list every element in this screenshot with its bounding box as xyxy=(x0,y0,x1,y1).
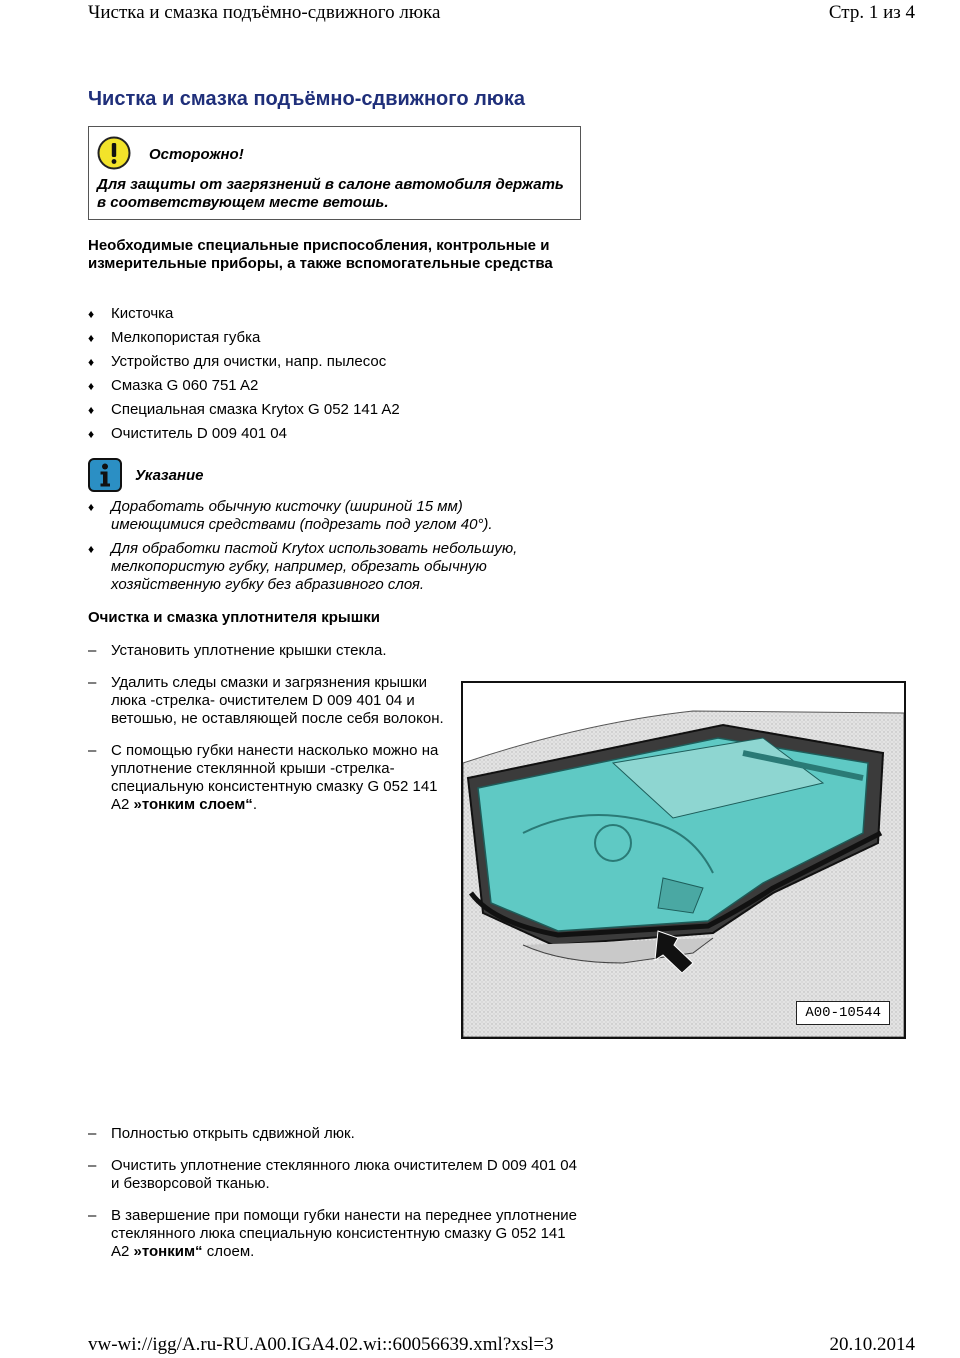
list-item: ♦ Специальная смазка Krytox G 052 141 A2 xyxy=(88,401,400,418)
list-item: – Очистить уплотнение стеклянного люка очистителем D 009 401 04 и безворсовой тканью. xyxy=(88,1157,577,1192)
document-title: Чистка и смазка подъёмно-сдвижного люка xyxy=(88,88,526,110)
caution-text: Для защиты от загрязнений в салоне автомобиля держать в соответствующем месте ветошь. xyxy=(97,176,564,211)
section-heading: Очистка и смазка уплотнителя крышки xyxy=(88,609,380,626)
bullet-icon: ♦ xyxy=(88,542,95,556)
dash-icon: – xyxy=(88,742,97,759)
list-item: ♦ Мелкопористая губка xyxy=(88,329,261,346)
page-footer-date: 20.10.2014 xyxy=(829,1334,915,1355)
bullet-icon: ♦ xyxy=(88,355,95,369)
list-item: ♦ Доработать обычную кисточку (шириной 15 мм) имеющимися средствами (подрезать под углом 40°). xyxy=(88,498,493,533)
info-icon xyxy=(88,458,122,492)
dash-icon: – xyxy=(88,1125,97,1142)
list-item: ♦ Смазка G 060 751 A2 xyxy=(88,377,259,394)
list-item: – Удалить следы смазки и загрязнения крышки люка -стрелка- очистителем D 009 401 04 и ветошью, не оставляющей после себя волокон. xyxy=(88,674,444,727)
page-footer-url: vw-wi://igg/A.ru-RU.A00.IGA4.02.wi::60056639.xml?xsl=3 xyxy=(88,1334,554,1355)
caution-title: Осторожно! xyxy=(149,146,244,163)
note-list xyxy=(88,498,558,600)
list-item: – Полностью открыть сдвижной люк. xyxy=(88,1125,355,1142)
list-item: – Установить уплотнение крышки стекла. xyxy=(88,642,387,659)
dash-icon: – xyxy=(88,642,97,659)
tools-list xyxy=(88,305,558,449)
list-item: – С помощью губки нанести насколько можно на уплотнение стеклянной крыши -стрелка- специальную консистентную смазку G 052 141 A2 »тонким слоем“. xyxy=(88,742,439,813)
sunroof-illustration xyxy=(461,681,906,1039)
bullet-icon: ♦ xyxy=(88,379,95,393)
page-header-title: Чистка и смазка подъёмно-сдвижного люка xyxy=(88,2,441,23)
tools-heading: Необходимые специальные приспособления, контрольные и измерительные приборы, а также вспомогательные средства xyxy=(88,237,553,272)
note-title: Указание xyxy=(135,467,204,484)
caution-box xyxy=(88,126,581,220)
page-number: Стр. 1 из 4 xyxy=(828,2,915,23)
bullet-icon: ♦ xyxy=(88,427,95,441)
list-item: ♦ Для обработки пастой Krytox использовать небольшую, мелкопористую губку, например, обрезать обычную хозяйственную губку без абразивного слоя. xyxy=(88,540,518,593)
dash-icon: – xyxy=(88,674,97,691)
list-item: – В завершение при помощи губки нанести на переднее уплотнение стеклянного люка специальную консистентную смазку G 052 141 A2 »тонким“ слоем. xyxy=(88,1207,578,1260)
figure-label: A00-10544 xyxy=(796,1001,890,1025)
sunroof-drawing xyxy=(463,683,904,1037)
list-item: ♦ Устройство для очистки, напр. пылесос xyxy=(88,353,387,370)
dash-icon: – xyxy=(88,1157,97,1174)
warning-icon xyxy=(97,136,131,170)
list-item: ♦ Кисточка xyxy=(88,305,174,322)
list-item: ♦ Очиститель D 009 401 04 xyxy=(88,425,287,442)
dash-icon: – xyxy=(88,1207,97,1224)
bullet-icon: ♦ xyxy=(88,500,95,514)
steps-list xyxy=(88,1125,578,1275)
bullet-icon: ♦ xyxy=(88,307,95,321)
bullet-icon: ♦ xyxy=(88,403,95,417)
bullet-icon: ♦ xyxy=(88,331,95,345)
steps-list xyxy=(88,642,448,828)
